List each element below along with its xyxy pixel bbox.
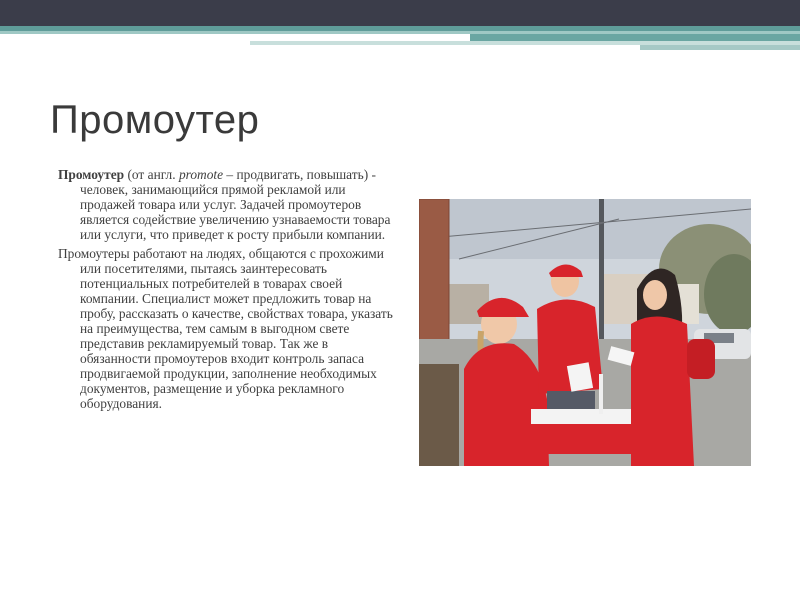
header-stripe [470,34,800,41]
foreign-word: promote [178,167,224,182]
slide-body [58,167,398,411]
promoters-photo [419,199,751,466]
paragraph-definition [58,167,398,242]
header-bar [0,0,800,26]
text-fragment: (от англ. [124,167,179,182]
paragraph-duties: Промоутеры работают на людях, общаются с прохожими или посетителями, пытаясь заинтересовать потенциальных потребителей в товарах своей компании. Специалист может предложить товар на пробу, рассказать о качестве, свойствах товара, указать на преимущества, тем самым в выгодном свете представив рекламируемый товар. Так же в обязанности промоутеров входит контроль запаса продвигаемой продукции, заполнение необходимых документов, размещение и уборка рекламного оборудования. [58,246,393,411]
text-fragment: – продвигать, повышать) - человек, занимающийся прямой рекламой или продажей товара или услуг. Задачей промоутеров является содействие увеличению узнаваемости товара или услуги, что приведет к росту прибыли компании. [80,167,391,242]
term: Промоутер [58,167,125,182]
slide-title: Промоутер [50,98,260,142]
header-stripe [640,45,800,50]
